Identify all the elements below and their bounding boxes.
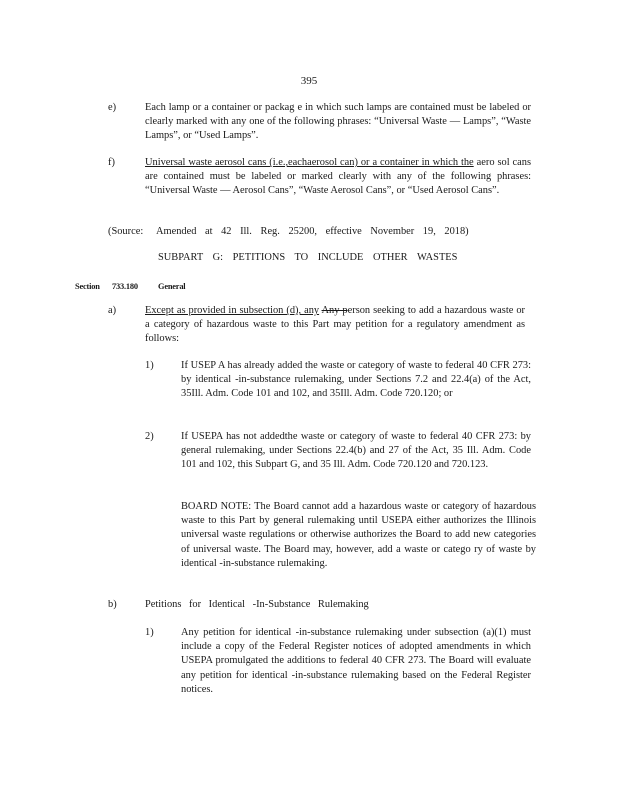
section-title: General [158, 282, 186, 291]
item-b1-text: Any petition for identical -in-substance rulemaking under subsection (a)(1) must include a copy of the Federal Register notices of adopted amendments in which USEPA promulgated the additions to federal 40 CFR 273. The Board will evaluate any petition for identical -in-substance rulemaking based on the Federal Register notices. [181, 627, 531, 695]
item-e-text: Each lamp or a container or packag e in which such lamps are contained must be labeled or clearly marked with any one of the following phrases: “Universal Waste — Lamps”, “Waste Lamps”, or “Used Lamps”. [145, 102, 531, 142]
item-a-label: a) [108, 305, 117, 316]
board-note: BOARD NOTE: The Board cannot add a hazardous waste or category of hazardous waste to this Part by general rulemaking until USEPA either authorizes the Illinois universal waste regulations or otherwise authorizes the Board to add new categories of universal waste. The Board may, however, add a waste or catego ry of waste by identical -in-substance rulemaking. [181, 501, 536, 569]
item-a1-label: 1) [145, 360, 154, 371]
item-a-text [145, 304, 525, 347]
item-b1-label: 1) [145, 627, 154, 638]
item-a1-text: If USEP A has already added the waste or category of waste to federal 40 CFR 273: by identical -in-substance rulemaking, under Sections 7.2 and 22.4(a) of the Act, 35Ill. Adm. Code 101 and 102, and 35Ill. Adm. Code 720.120; or [181, 360, 531, 400]
item-a-rest-text: waste or a category of hazardous waste to this Part may petition for a regulatory amendment as follows: [145, 305, 525, 345]
page-number: 395 [300, 75, 318, 87]
item-a2-text: If USEPA has not addedthe waste or category of waste to federal 40 CFR 273: by general rulemaking, under Sections 22.4(b) and 27 of the Act, 35 Ill. Adm. Code 101 and 102, this Subpart G, and 35 Ill. Adm. Code 720.120 and 720.123. [181, 431, 531, 471]
item-a2-label: 2) [145, 431, 154, 442]
subpart-heading: SUBPART G: PETITIONS TO INCLUDE OTHER WASTES [158, 252, 458, 263]
item-f-underlined-text: Universal waste aerosol cans (i.e.,eachaerosol can) or a container in which the [145, 157, 474, 168]
source-label: (Source: [108, 226, 144, 237]
item-f-rest-text: aero sol cans are contained must be labeled or marked clearly with any of the following phrases: “Universal Waste — Aerosol Cans”, “Waste Aerosol Cans”, or “Used Aerosol Cans”. [145, 157, 531, 197]
item-a-line1-rest: erson seeking to add a hazardous [347, 305, 487, 316]
item-e-label: e) [108, 102, 117, 113]
item-b-label: b) [108, 599, 117, 610]
item-f-label: f) [108, 157, 115, 168]
source-text: Amended at 42 Ill. Reg. 25200, effective November 19, 2018) [156, 226, 469, 237]
item-b-heading: Petitions for Identical -In-Substance Rulemaking [145, 599, 369, 610]
item-f-text [145, 156, 531, 199]
item-a-inserted-text: Except as provided in subsection (d), any [145, 305, 320, 316]
item-a-struck-text: Any p [321, 305, 348, 316]
section-number: 733.180 [112, 282, 138, 291]
section-label: Section [75, 282, 100, 291]
